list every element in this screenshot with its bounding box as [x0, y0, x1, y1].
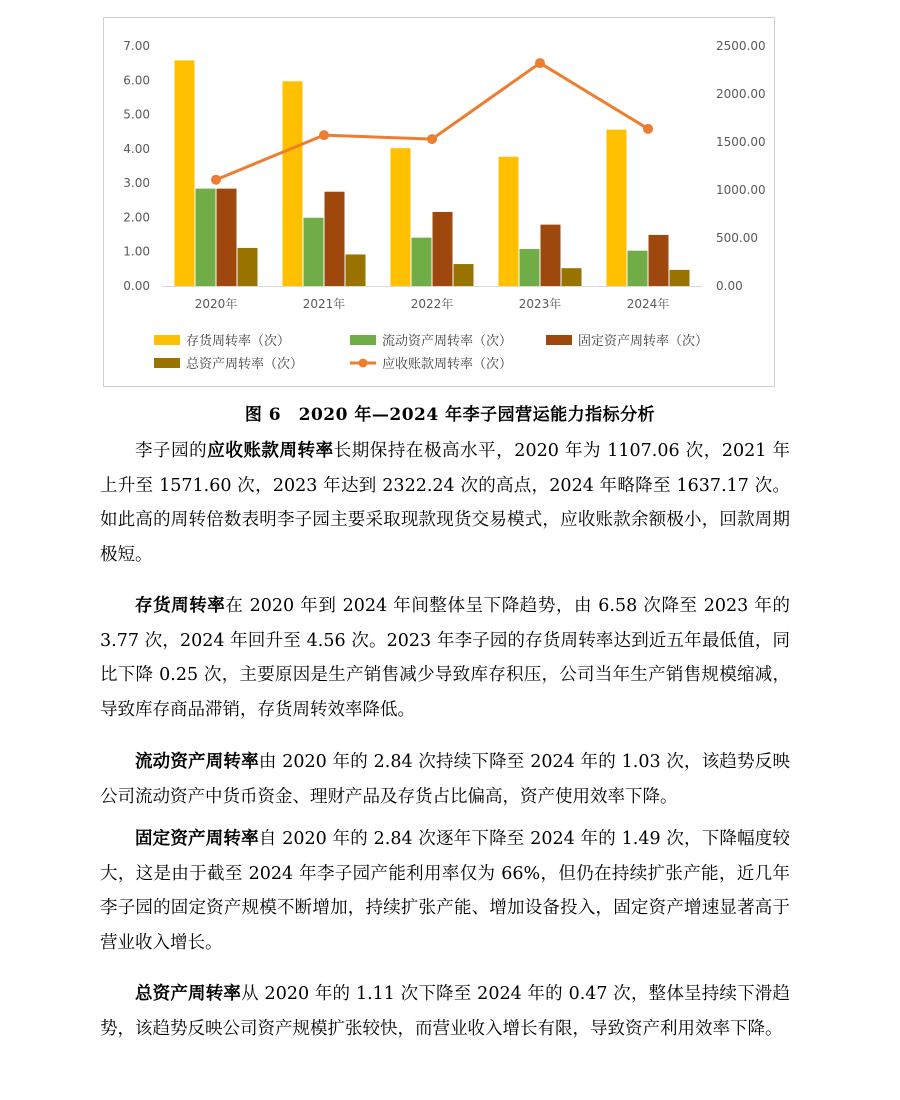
receivables-turnover-point [427, 134, 437, 144]
bar-current-assets-turnover [304, 218, 324, 286]
x-tick-label: 2021年 [302, 297, 346, 311]
y-left-tick-label: 7.00 [123, 39, 150, 53]
y-left-tick-label: 5.00 [123, 107, 150, 122]
y-right-tick-label: 2500.00 [716, 39, 766, 53]
legend-label: 存货周转率（次） [186, 334, 291, 349]
bar-current-assets-turnover [628, 251, 648, 286]
bar-total-assets-turnover [562, 268, 582, 286]
paragraph-total-assets: 总资产周转率从 2020 年的 1.11 次下降至 2024 年的 0.47 次，整体呈持续下滑趋势，该趋势反映公司资产规模扩张较快，而营业收入增长有限，导致资产利用效率下降。 [100, 984, 790, 1039]
legend-swatch-marker [359, 359, 368, 368]
x-tick-label: 2024年 [626, 297, 670, 311]
bar-fixed-assets-turnover [649, 235, 669, 286]
bar-total-assets-turnover [346, 254, 366, 286]
receivables-turnover-point [535, 58, 545, 68]
bar-inventory-turnover [283, 81, 303, 286]
term-receivables-turnover: 应收账款周转率 [207, 441, 334, 461]
y-right-tick-label: 2000.00 [716, 87, 766, 101]
bar-total-assets-turnover [238, 248, 258, 286]
y-left-tick-label: 6.00 [123, 73, 150, 88]
bar-current-assets-turnover [196, 189, 216, 286]
y-left-tick-label: 2.00 [123, 210, 150, 225]
bar-total-assets-turnover [454, 264, 474, 286]
bar-fixed-assets-turnover [325, 192, 345, 286]
bar-current-assets-turnover [412, 238, 432, 286]
y-left-tick-label: 1.00 [123, 244, 150, 259]
bar-inventory-turnover [391, 148, 411, 286]
operating-capacity-chart [104, 18, 776, 388]
y-left-tick-label: 0.00 [123, 279, 150, 293]
y-left-tick-label: 3.00 [123, 176, 150, 191]
chart-container [103, 17, 775, 387]
paragraph-fixed-assets: 固定资产周转率自 2020 年的 2.84 次逐年下降至 2024 年的 1.49 次，下降幅度较大，这是由于截至 2024 年李子园产能利用率仅为 66%，但仍在持续扩张产能，近几年李子园的固定资产规模不断增加，持续扩张产能、增加设备投入，固定资产增速显著高于营业收入增长。 [100, 829, 790, 953]
bar-fixed-assets-turnover [541, 225, 561, 286]
legend-swatch [154, 335, 180, 345]
y-right-tick-label: 500.00 [716, 231, 758, 245]
bar-fixed-assets-turnover [433, 212, 453, 286]
bar-inventory-turnover [175, 60, 195, 286]
x-tick-label: 2020年 [194, 297, 238, 311]
term-current-assets-turnover: 流动资产周转率 [135, 752, 259, 772]
receivables-turnover-point [643, 124, 653, 134]
paragraph-inventory: 存货周转率在 2020 年到 2024 年间整体呈下降趋势，由 6.58 次降至 2023 年的 3.77 次，2024 年回升至 4.56 次。2023 年李子园的存货周转率达到近五年最低值，同比下降 0.25 次，主要原因是生产销售减少导致库存积压，公司当年生产销售规模缩减，导致库存商品滞销，存货周转效率降低。 [100, 596, 790, 720]
bar-inventory-turnover [499, 157, 519, 286]
legend-label: 流动资产周转率（次） [382, 334, 513, 349]
x-tick-label: 2023年 [518, 297, 562, 311]
x-tick-label: 2022年 [410, 297, 454, 311]
term-fixed-assets-turnover: 固定资产周转率 [135, 829, 259, 849]
y-right-tick-label: 1500.00 [716, 135, 766, 149]
bar-inventory-turnover [607, 130, 627, 286]
paragraph-receivables: 李子园的应收账款周转率长期保持在极高水平，2020 年为 1107.06 次，2021 年上升至 1571.60 次，2023 年达到 2322.24 次的高点，2024 年略降至 1637.17 次。如此高的周转倍数表明李子园主要采取现款现货交易模式，应收账款余额极小，回款周期极短。 [100, 441, 790, 565]
term-total-assets-turnover: 总资产周转率 [135, 984, 242, 1004]
term-inventory-turnover: 存货周转率 [135, 596, 226, 616]
bar-current-assets-turnover [520, 249, 540, 286]
y-right-tick-label: 1000.00 [716, 183, 766, 197]
paragraph-current-assets: 流动资产周转率由 2020 年的 2.84 次持续下降至 2024 年的 1.03 次，该趋势反映公司流动资产中货币资金、理财产品及存货占比偏高，资产使用效率下降。 [100, 752, 790, 807]
legend-label: 应收账款周转率（次） [382, 357, 513, 372]
legend-swatch [546, 335, 572, 345]
y-left-tick-label: 4.00 [123, 141, 150, 156]
legend-label: 总资产周转率（次） [186, 357, 304, 372]
receivables-turnover-point [211, 175, 221, 185]
legend-label: 固定资产周转率（次） [578, 334, 709, 349]
y-right-tick-label: 0.00 [716, 279, 743, 293]
legend-swatch [154, 358, 180, 368]
legend-swatch [350, 335, 376, 345]
bar-total-assets-turnover [670, 270, 690, 286]
figure-caption: 图 6 2020 年—2024 年李子园营运能力指标分析 [244, 405, 656, 425]
receivables-turnover-line [216, 63, 648, 180]
bar-fixed-assets-turnover [217, 189, 237, 286]
receivables-turnover-point [319, 130, 329, 140]
